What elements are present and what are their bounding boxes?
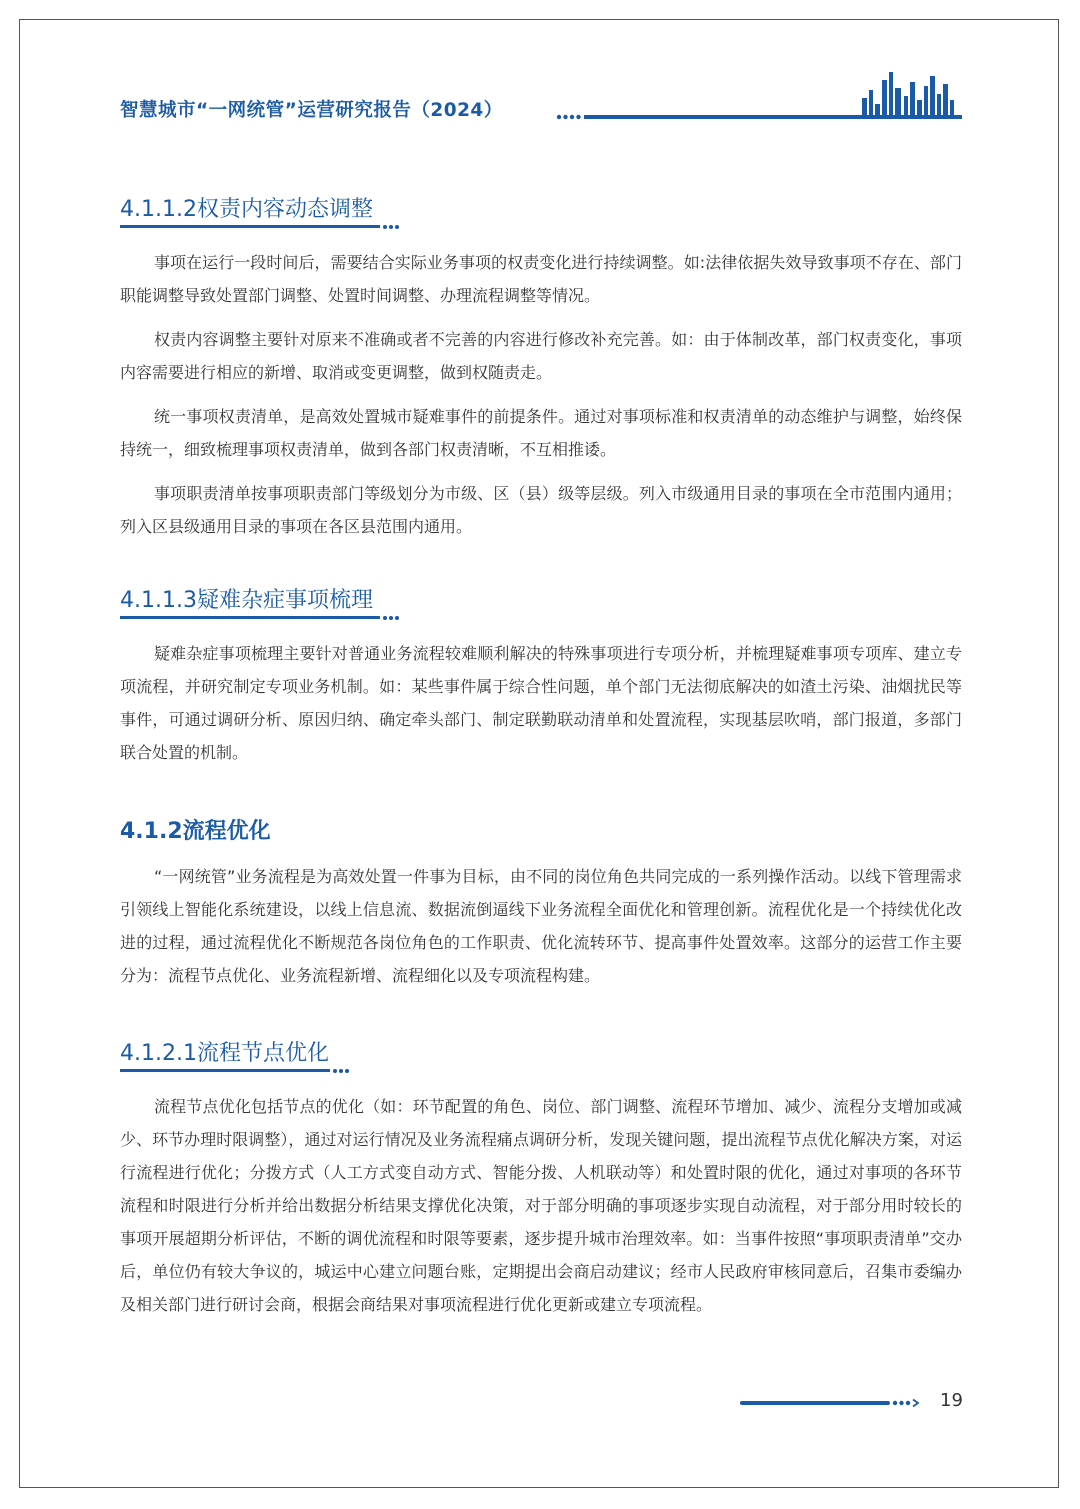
paragraph: 疑难杂症事项梳理主要针对普通业务流程较难顺利解决的特殊事项进行专项分析，并梳理疑难事项专项库、建立专项流程，并研究制定专项业务机制。如：某些事件属于综合性问题，单个部门无法彻底解决的如渣土污染、油烟扰民等事件，可通过调研分析、原因归纳、确定牵头部门、制定联勤联动清单和处置流程，实现基层吹哨，部门报道，多部门联合处置的机制。 xyxy=(120,644,962,762)
header-dots-decoration xyxy=(556,112,584,122)
heading-underline xyxy=(120,616,380,619)
section-heading: 4.1.1.2权责内容动态调整 xyxy=(120,197,373,222)
subsection-heading: 4.1.2流程优化 xyxy=(120,819,271,844)
page-number: 19 xyxy=(940,1390,963,1411)
section-heading: 4.1.1.3疑难杂症事项梳理 xyxy=(120,588,373,613)
paragraph: 事项在运行一段时间后，需要结合实际业务事项的权责变化进行持续调整。如:法律依据失效导致事项不存在、部门职能调整导致处置部门调整、处置时间调整、办理流程调整等情况。 xyxy=(120,253,962,305)
heading-dots-decoration xyxy=(382,223,400,231)
paragraph: “一网统管”业务流程是为高效处置一件事为目标，由不同的岗位角色共同完成的一系列操作活动。以线下管理需求引领线上智能化系统建设，以线上信息流、数据流倒逼线下业务流程全面优化和管理创新。流程优化是一个持续优化改进的过程，通过流程优化不断规范各岗位角色的工作职责、优化流转环节、提高事件处置效率。这部分的运营工作主要分为：流程节点优化、业务流程新增、流程细化以及专项流程构建。 xyxy=(120,867,962,985)
heading-underline xyxy=(120,225,380,228)
paragraph: 统一事项权责清单，是高效处置城市疑难事件的前提条件。通过对事项标准和权责清单的动态维护与调整，始终保持统一，细致梳理事项权责清单，做到各部门权责清晰，不互相推诿。 xyxy=(120,407,962,459)
city-skyline-icon xyxy=(858,70,962,116)
paragraph: 事项职责清单按事项职责部门等级划分为市级、区（县）级等层级。列入市级通用目录的事项在全市范围内通用；列入区县级通用目录的事项在各区县范围内通用。 xyxy=(120,484,962,536)
heading-dots-decoration xyxy=(332,1067,350,1075)
section-heading: 4.1.2.1流程节点优化 xyxy=(120,1041,329,1066)
paragraph: 权责内容调整主要针对原来不准确或者不完善的内容进行修改补充完善。如：由于体制改革，部门权责变化，事项内容需要进行相应的新增、取消或变更调整，做到权随责走。 xyxy=(120,330,962,382)
heading-dots-decoration xyxy=(382,614,400,622)
footer-dots-decoration xyxy=(892,1398,920,1408)
heading-underline xyxy=(120,1069,330,1072)
paragraph: 流程节点优化包括节点的优化（如：环节配置的角色、岗位、部门调整、流程环节增加、减少、流程分支增加或减少、环节办理时限调整），通过对运行情况及业务流程痛点调研分析，发现关键问题，提出流程节点优化解决方案，对运行流程进行优化；分拨方式（人工方式变自动方式、智能分拨、人机联动等）和处置时限的优化，通过对事项的各环节流程和时限进行分析并给出数据分析结果支撑优化决策，对于部分明确的事项逐步实现自动流程，对于部分用时较长的事项开展超期分析评估，不断的调优流程和时限等要素，逐步提升城市治理效率。如：当事件按照“事项职责清单”交办后，单位仍有较大争议的，城运中心建立问题台账，定期提出会商启动建议；经市人民政府审核同意后，召集市委编办及相关部门进行研讨会商，根据会商结果对事项流程进行优化更新或建立专项流程。 xyxy=(120,1097,962,1314)
footer-rule xyxy=(740,1401,890,1405)
report-title: 智慧城市“一网统管”运营研究报告（2024） xyxy=(120,100,503,121)
